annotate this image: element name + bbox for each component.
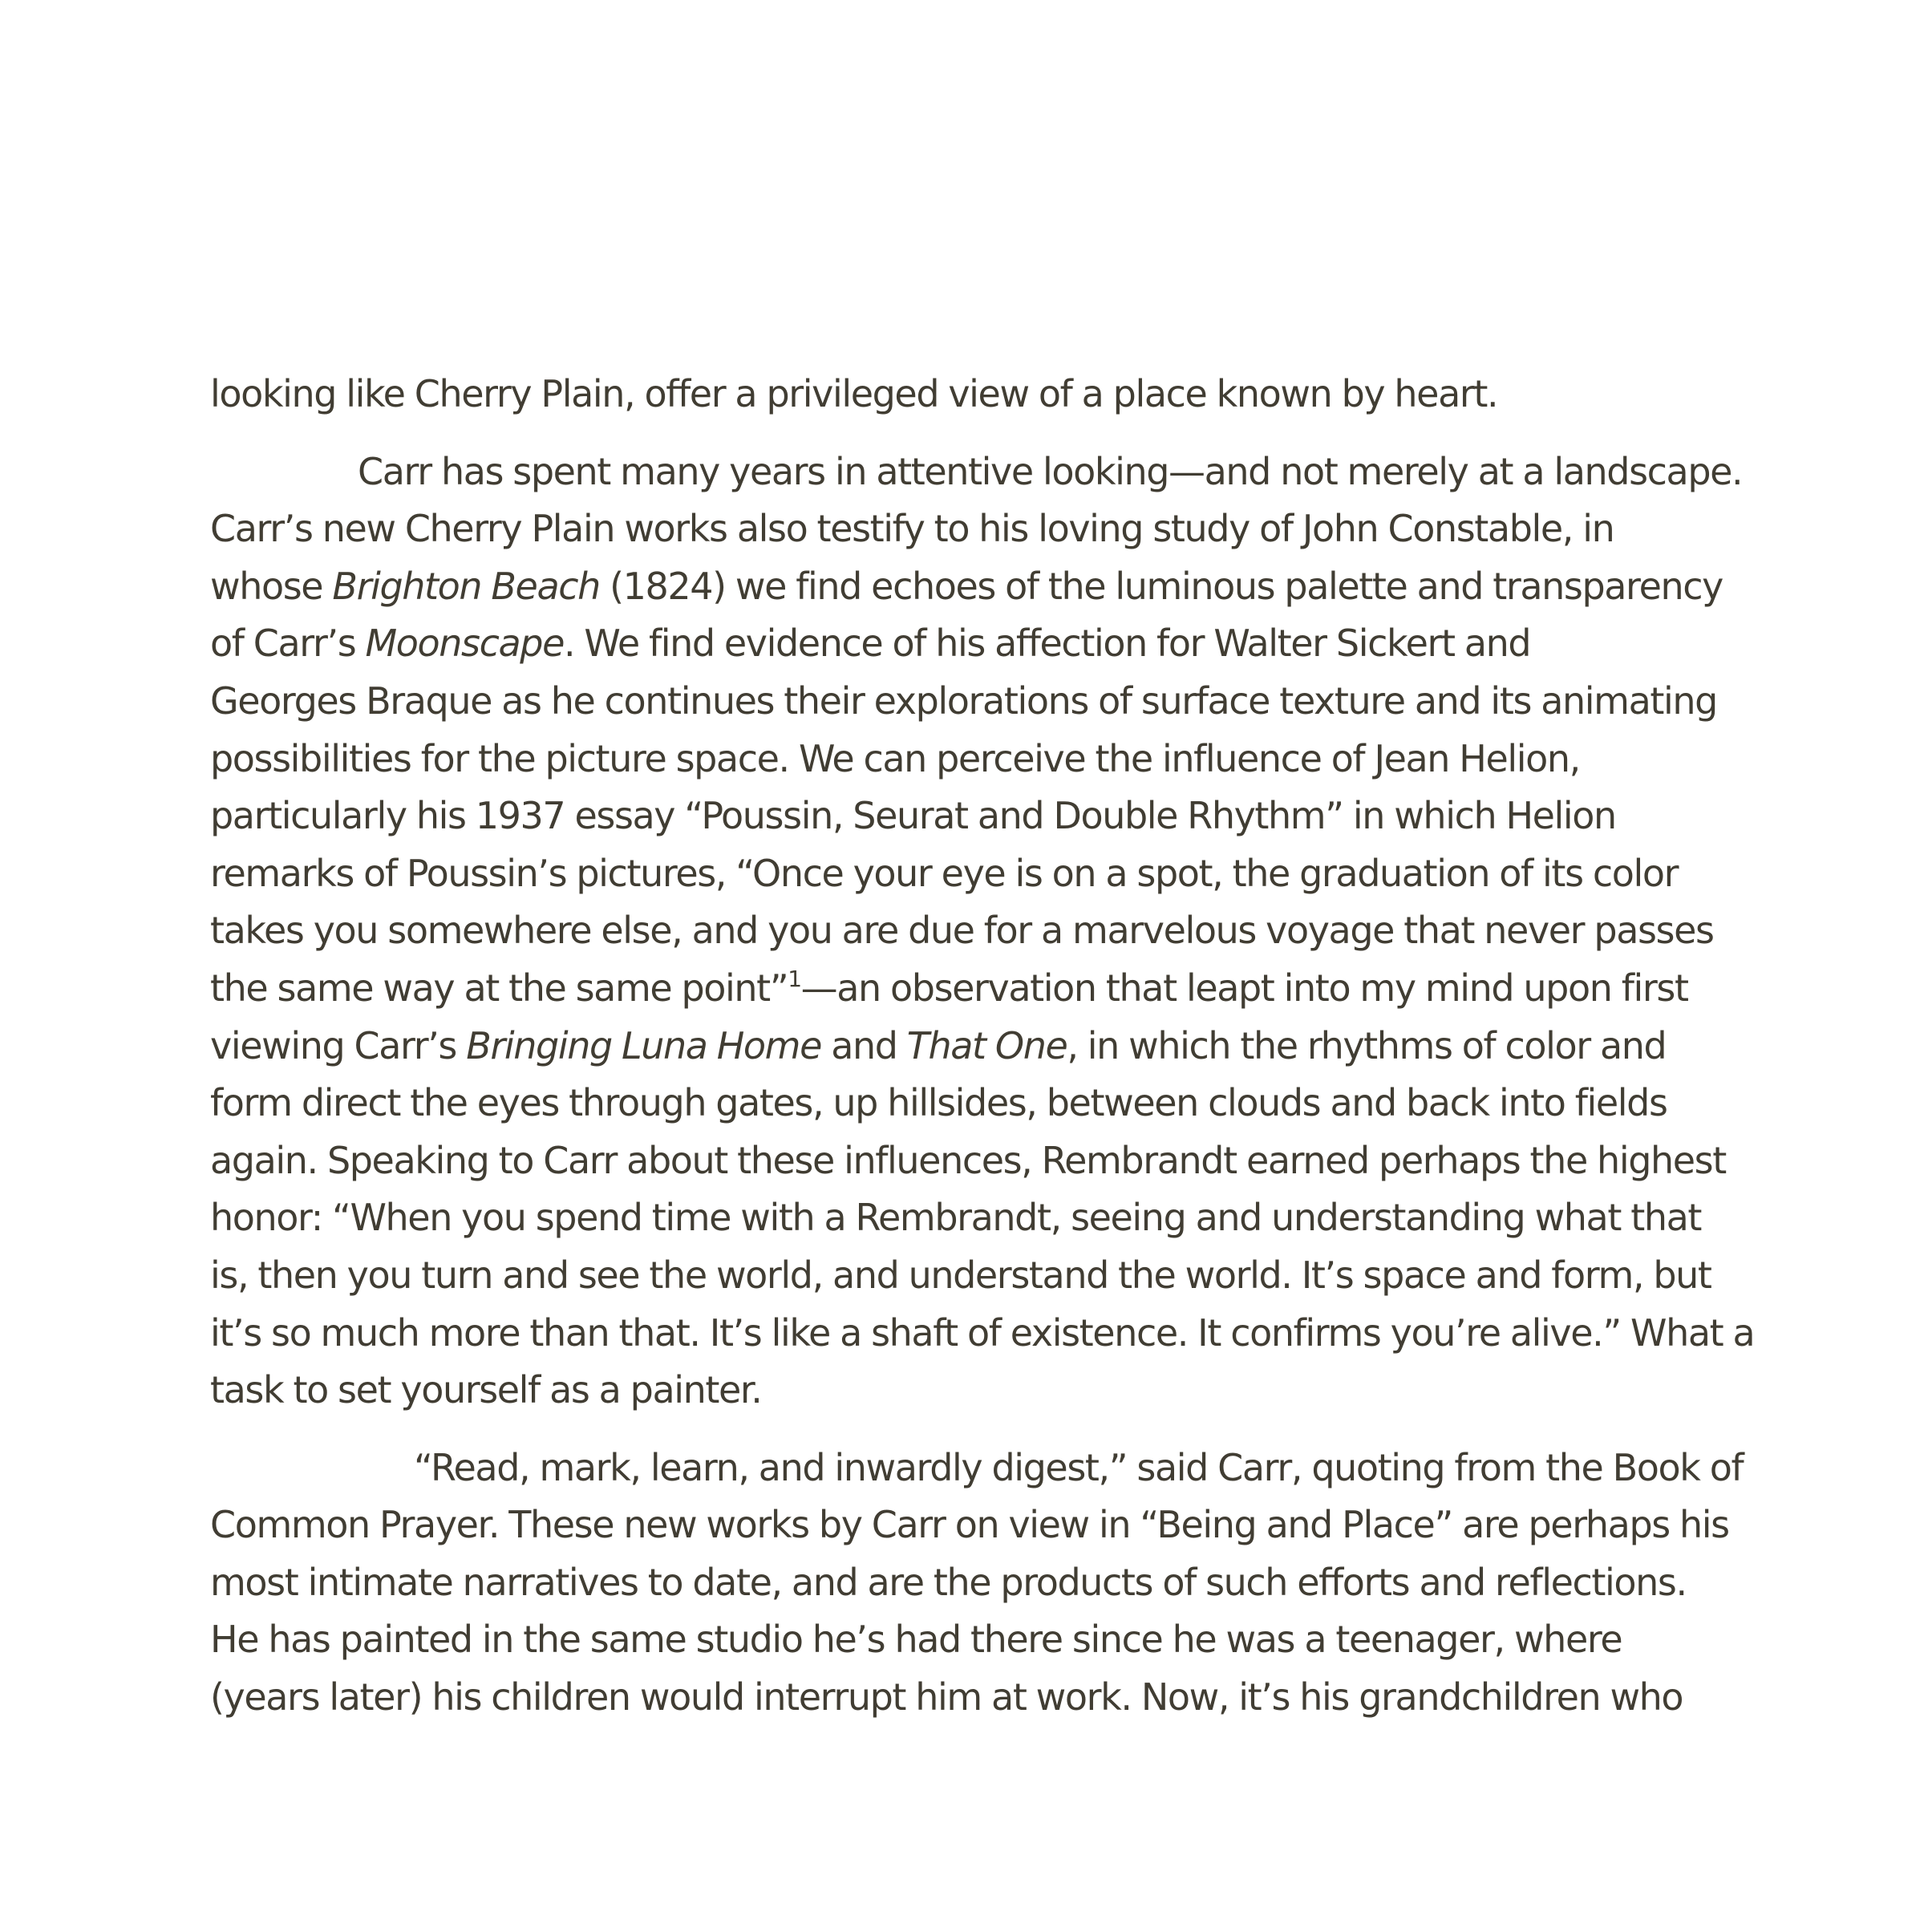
text-run: is, then you turn and see the world, and understand the world. It’s space and form, but <box>210 1253 1711 1297</box>
text-run: viewing Carr’s <box>210 1023 467 1067</box>
italic-title: Brighton Beach <box>332 564 600 608</box>
text-line <box>210 1554 1762 1612</box>
text-run: possibilities for the picture space. We can perceive the influence of Jean Helion, <box>210 736 1580 780</box>
text-run: takes you somewhere else, and you are due for a marvelous voyage that never passes <box>210 909 1714 953</box>
text-run: —an observation that leapt into my mind upon first <box>800 966 1688 1010</box>
text-line <box>210 615 1762 673</box>
body-text <box>210 366 1762 1727</box>
text-run: whose <box>210 564 333 608</box>
text-run: and <box>820 1023 907 1067</box>
text-run: . We find evidence of his affection for Walter Sickert and <box>563 622 1531 666</box>
text-run: most intimate narratives to date, and are the products of such efforts and reflections. <box>210 1560 1687 1604</box>
text-run: Carr’s new Cherry Plain works also testify to his loving study of John Constable, in <box>210 507 1614 551</box>
paragraph-start-line <box>210 444 1762 501</box>
text-run: the same way at the same point” <box>210 966 788 1010</box>
text-line <box>210 500 1762 558</box>
text-line <box>210 1018 1762 1075</box>
text-line <box>210 1132 1762 1190</box>
text-run: , in which the rhythms of color and <box>1067 1023 1667 1067</box>
text-line <box>210 902 1762 960</box>
text-line <box>210 731 1762 788</box>
text-line <box>210 1611 1762 1669</box>
text-run: of Carr’s <box>210 622 366 666</box>
text-run: particularly his 1937 essay “Poussin, Seurat and Double Rhythm” in which Helion <box>210 794 1616 838</box>
text-run: (1824) we find echoes of the luminous palette and transparency <box>599 564 1723 608</box>
text-run: “Read, mark, learn, and inwardly digest,” said Carr, quoting from the Book of <box>414 1445 1744 1489</box>
paragraph-start-line <box>210 1440 1762 1497</box>
text-run: honor: “When you spend time with a Rembrandt, seeing and understanding what that <box>210 1196 1702 1240</box>
text-line <box>210 845 1762 903</box>
text-line <box>210 1305 1762 1363</box>
text-line <box>210 366 1762 423</box>
text-line <box>210 1497 1762 1554</box>
italic-title: Moonscape <box>365 622 564 666</box>
text-line <box>210 788 1762 845</box>
italic-title: Bringing Luna Home <box>466 1023 821 1067</box>
italic-title: That One <box>906 1023 1067 1067</box>
text-run: again. Speaking to Carr about these influences, Rembrandt earned perhaps the highest <box>210 1138 1726 1182</box>
text-run: Carr has spent many years in attentive looking—and not merely at a landscape. <box>358 449 1743 493</box>
text-run: looking like Cherry Plain, offer a privileged view of a place known by heart. <box>210 372 1498 415</box>
text-run: it’s so much more than that. It’s like a shaft of existence. It confirms you’re alive.” What a <box>210 1310 1755 1355</box>
text-line <box>210 673 1762 731</box>
text-run: form direct the eyes through gates, up hillsides, between clouds and back into fields <box>210 1081 1667 1125</box>
text-line <box>210 1362 1762 1420</box>
text-line <box>210 960 1762 1018</box>
text-run: He has painted in the same studio he’s had there since he was a teenager, where <box>210 1618 1622 1662</box>
footnote-marker: 1 <box>788 965 801 992</box>
text-line <box>210 1247 1762 1305</box>
text-line <box>210 558 1762 616</box>
text-line <box>210 1669 1762 1727</box>
text-line <box>210 1075 1762 1132</box>
text-run: task to set yourself as a painter. <box>210 1368 762 1412</box>
text-run: (years later) his children would interrupt him at work. Now, it’s his grandchildren who <box>210 1675 1683 1719</box>
text-run: Common Prayer. These new works by Carr on view in “Being and Place” are perhaps his <box>210 1503 1729 1547</box>
text-line <box>210 1189 1762 1247</box>
text-run: remarks of Poussin’s pictures, “Once your eye is on a spot, the graduation of its color <box>210 851 1679 895</box>
text-run: Georges Braque as he continues their explorations of surface texture and its animating <box>210 678 1717 723</box>
